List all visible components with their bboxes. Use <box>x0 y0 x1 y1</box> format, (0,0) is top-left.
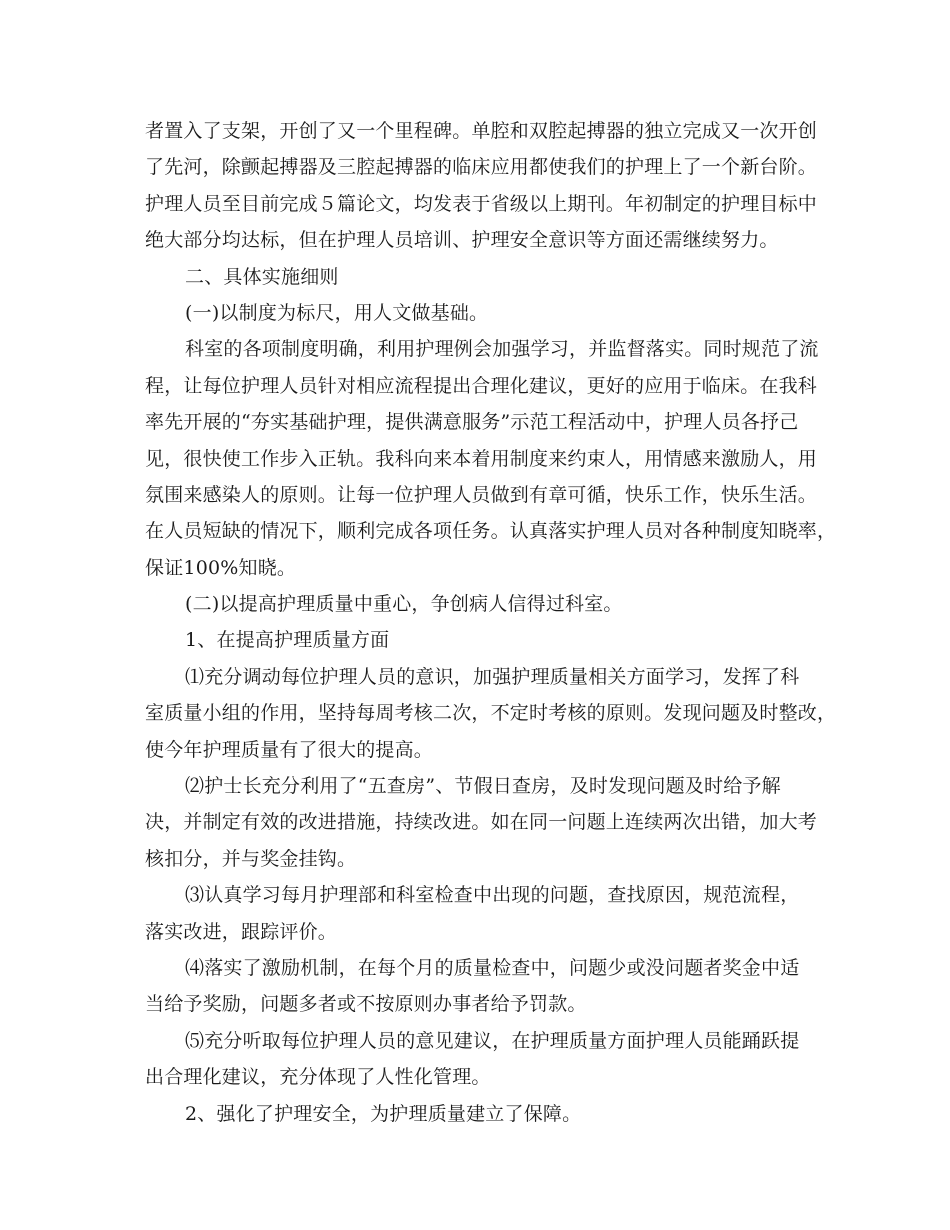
text-line: 室质量小组的作用，坚持每周考核二次，不定时考核的原则。发现问题及时整改， <box>145 702 837 725</box>
text-line: 在人员短缺的情况下，顺利完成各项任务。认真落实护理人员对各种制度知晓率， <box>145 520 837 543</box>
text-line: 率先开展的“夯实基础护理，提供满意服务”示范工程活动中，护理人员各抒己 <box>145 411 799 434</box>
text-line: 使今年护理质量有了很大的提高。 <box>145 738 434 761</box>
text-line: 当给予奖励，问题多者或不按原则办事者给予罚款。 <box>145 993 587 1016</box>
text-line: 护理人员至目前完成５篇论文，均发表于省级以上期刊。年初制定的护理目标中 <box>145 192 818 215</box>
text-line: 核扣分，并与奖金挂钩。 <box>145 847 357 870</box>
text-line: 了先河，除颤起搏器及三腔起搏器的临床应用都使我们的护理上了一个新台阶。 <box>145 156 818 179</box>
text-line: ⑷落实了激励机制，在每个月的质量检查中，问题少或没问题者奖金中适 <box>185 956 800 979</box>
text-line: 科室的各项制度明确，利用护理例会加强学习，并监督落实。同时规范了流 <box>185 338 819 361</box>
text-line: 二、具体实施细则 <box>185 265 339 288</box>
text-line: ⑵护士长充分利用了“五查房”、节假日查房，及时发现问题及时给予解 <box>185 775 781 798</box>
text-line: 者置入了支架，开创了又一个里程碑。单腔和双腔起搏器的独立完成又一次开创 <box>145 120 818 142</box>
text-line: ⑶认真学习每月护理部和科室检查中出现的问题，查找原因，规范流程， <box>185 884 800 907</box>
text-line: 程，让每位护理人员针对相应流程提出合理化建议，更好的应用于临床。在我科 <box>145 374 818 397</box>
text-line: 出合理化建议，充分体现了人性化管理。 <box>145 1066 491 1089</box>
text-line: ⑴充分调动每位护理人员的意识，加强护理质量相关方面学习，发挥了科 <box>185 665 800 688</box>
text-line: 1、在提高护理质量方面 <box>185 629 390 652</box>
text-line: (二)以提高护理质量中重心，争创病人信得过科室。 <box>185 593 623 616</box>
text-line: ⑸充分听取每位护理人员的意见建议，在护理质量方面护理人员能踊跃提 <box>185 1029 800 1052</box>
text-line: 保证100%知晓。 <box>145 556 297 579</box>
text-line: 决，并制定有效的改进措施，持续改进。如在同一问题上连续两次出错，加大考 <box>145 811 818 834</box>
text-line: 绝大部分均达标，但在护理人员培训、护理安全意识等方面还需继续努力。 <box>145 229 779 252</box>
text-line: 落实改进，跟踪评价。 <box>145 920 338 943</box>
text-line: (一)以制度为标尺，用人文做基础。 <box>185 301 489 324</box>
text-line: 2、强化了护理安全，为护理质量建立了保障。 <box>185 1102 582 1125</box>
text-line: 氛围来感染人的原则。让每一位护理人员做到有章可循，快乐工作，快乐生活。 <box>145 483 818 506</box>
text-line: 见，很快使工作步入正轨。我科向来本着用制度来约束人，用情感来激励人，用 <box>145 447 818 470</box>
document-body <box>145 113 837 1132</box>
